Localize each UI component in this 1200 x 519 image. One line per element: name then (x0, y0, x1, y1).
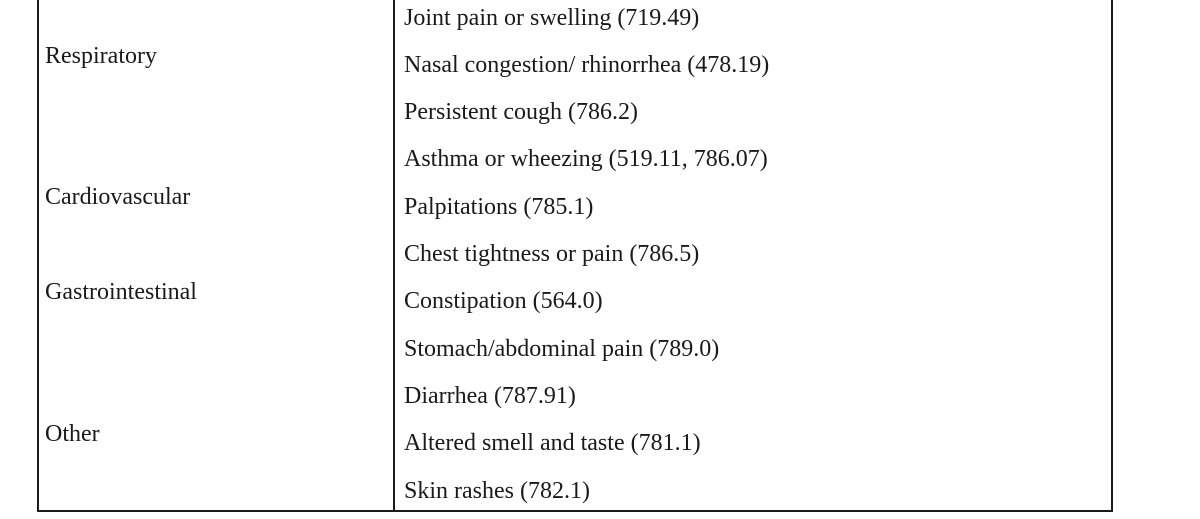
symptom-constipation: Constipation (564.0) (404, 288, 603, 314)
category-gastrointestinal: Gastrointestinal (45, 279, 197, 305)
symptom-chest-tightness: Chest tightness or pain (786.5) (404, 241, 700, 267)
symptom-diarrhea: Diarrhea (787.91) (404, 383, 576, 409)
column-divider (393, 0, 395, 512)
symptom-persistent-cough: Persistent cough (786.2) (404, 99, 638, 125)
symptom-altered-smell-taste: Altered smell and taste (781.1) (404, 430, 701, 456)
symptom-palpitations: Palpitations (785.1) (404, 194, 594, 220)
category-cardiovascular: Cardiovascular (45, 184, 191, 210)
symptom-abdominal-pain: Stomach/abdominal pain (789.0) (404, 336, 720, 362)
symptom-joint-pain: Joint pain or swelling (719.49) (404, 5, 700, 31)
symptom-skin-rashes: Skin rashes (782.1) (404, 478, 590, 504)
category-respiratory: Respiratory (45, 43, 157, 69)
category-other: Other (45, 421, 100, 447)
symptom-asthma-wheezing: Asthma or wheezing (519.11, 786.07) (404, 146, 768, 172)
symptom-nasal-congestion: Nasal congestion/ rhinorrhea (478.19) (404, 52, 770, 78)
